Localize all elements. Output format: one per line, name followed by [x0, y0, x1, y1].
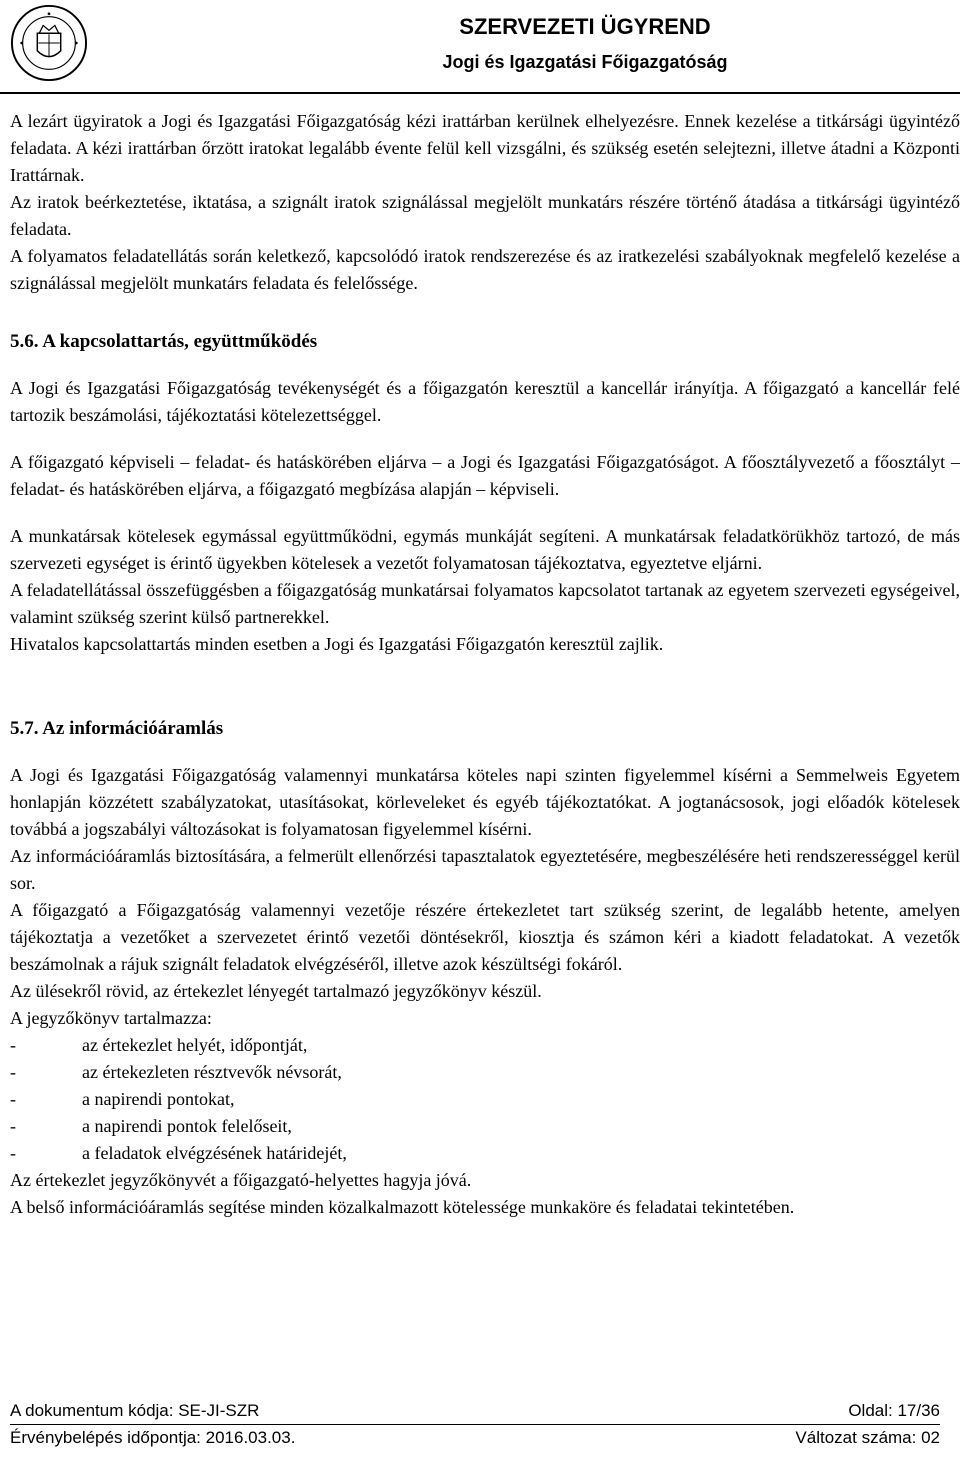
university-seal-logo [10, 4, 88, 82]
list-item [10, 1086, 960, 1113]
paragraph: A Jogi és Igazgatási Főigazgatóság valamennyi munkatársa köteles napi szinten figyelemmel kísérni a Semmelweis Egyetem honlapján közzétett szabályzatokat, utasításokat, körleveleket és egyéb tájékoztatókat. A jogtanácsosok, jogi előadók kötelesek továbbá a jogszabályi változásokat is folyamatosan figyelemmel kísérni. [10, 765, 960, 839]
list-dash: - [10, 1035, 16, 1055]
paragraph: A lezárt ügyiratok a Jogi és Igazgatási Főigazgatóság kézi irattárban kerülnek elhelyezésre. Ennek kezelése a titkársági ügyintéző feladata. A kézi irattárban őrzött iratokat legalább évente felül kell vizsgálni, és szükség esetén selejtezni, illetve átadni a Központi Irattárnak. [10, 111, 960, 185]
page-number: Oldal: 17/36 [848, 1401, 940, 1420]
list-item-text: a napirendi pontokat, [82, 1089, 235, 1109]
paragraph: A főigazgató a Főigazgatóság valamennyi vezetője részére értekezletet tart szükség szerint, de legalább hetente, amelyen tájékoztatja a vezetőket a szervezetet érintő vezetői döntésekről, kiosztja és számon kéri a kiadott feladatokat. A vezetők beszámolnak a rájuk szignált feladatok elvégzéséről, illetve azok készültségi fokáról. [10, 900, 960, 974]
list-item-text: a napirendi pontok felelőseit, [82, 1116, 292, 1136]
header-divider [0, 92, 960, 94]
list-dash: - [10, 1116, 16, 1136]
list-item [10, 1059, 960, 1086]
paragraph: A feladatellátással összefüggésben a főigazgatóság munkatársai folyamatos kapcsolatot tartanak az egyetem szervezeti egységeivel, valamint szükség szerint külső partnerekkel. [10, 580, 960, 627]
list-item [10, 1113, 960, 1140]
paragraph: Az információáramlás biztosítására, a felmerült ellenőrzési tapasztalatok egyeztetésére, megbeszélésére heti rendszerességgel kerül sor. [10, 846, 960, 893]
document-type-title: SZERVEZETI ÜGYREND [459, 14, 711, 39]
paragraph: A folyamatos feladatellátás során keletkező, kapcsolódó iratok rendszerezése és az iratkezelési szabályoknak megfelelő kezelése a szignálással megjelölt munkatárs feladata és felelőssége. [10, 246, 960, 293]
paragraph: A jegyzőkönyv tartalmazza: [10, 1008, 212, 1028]
effective-date: Érvénybelépés időpontja: 2016.03.03. [10, 1428, 296, 1447]
version-number: Változat száma: 02 [795, 1428, 940, 1447]
list-dash: - [10, 1062, 16, 1082]
list-item-text: az értekezleten résztvevők névsorát, [82, 1062, 342, 1082]
section-heading-5-7: 5.7. Az információáramlás [10, 717, 224, 739]
list-item [10, 1140, 960, 1167]
paragraph: Az ülésekről rövid, az értekezlet lényegét tartalmazó jegyzőkönyv készül. [10, 981, 542, 1001]
paragraph: A Jogi és Igazgatási Főigazgatóság tevékenységét és a főigazgatón keresztül a kancellár irányítja. A főigazgató a kancellár felé tartozik beszámolási, tájékoztatási kötelezettséggel. [10, 378, 960, 425]
paragraph: A belső információáramlás segítése minden közalkalmazott kötelessége munkaköre és feladatai tekintetében. [10, 1197, 795, 1217]
paragraph: A munkatársak kötelesek egymással együttműködni, egymás munkáját segíteni. A munkatársak feladatkörükhöz tartozó, de más szervezeti egységet is érintő ügyekben kötelesek a vezetőt folyamatosan tájékoztatva, egyeztetve eljárni. [10, 526, 960, 573]
paragraph: Az értekezlet jegyzőkönyvét a főigazgató-helyettes hagyja jóvá. [10, 1170, 472, 1190]
department-subtitle: Jogi és Igazgatási Főigazgatóság [442, 52, 728, 72]
list-item-text: az értekezlet helyét, időpontját, [82, 1035, 308, 1055]
list-dash: - [10, 1089, 16, 1109]
paragraph: Hivatalos kapcsolattartás minden esetben a Jogi és Igazgatási Főigazgatón keresztül zajlik. [10, 634, 664, 654]
paragraph: A főigazgató képviseli – feladat- és hatáskörében eljárva – a Jogi és Igazgatási Főigazgatóságot. A főosztályvezető a főosztályt – feladat- és hatáskörében eljárva, a főigazgató megbízása alapján – képviseli. [10, 452, 960, 499]
section-heading-5-6: 5.6. A kapcsolattartás, együttműködés [10, 330, 318, 352]
document-body [10, 108, 960, 1221]
document-code: A dokumentum kódja: SE-JI-SZR [10, 1401, 260, 1420]
page-header [0, 0, 960, 92]
list-dash: - [10, 1143, 16, 1163]
paragraph: Az iratok beérkeztetése, iktatása, a szignált iratok szignálással megjelölt munkatárs részére történő átadása a titkársági ügyintéző feladata. [10, 192, 960, 239]
list-item [10, 1032, 960, 1059]
page-footer [10, 1398, 940, 1451]
list-item-text: a feladatok elvégzésének határidejét, [82, 1143, 347, 1163]
